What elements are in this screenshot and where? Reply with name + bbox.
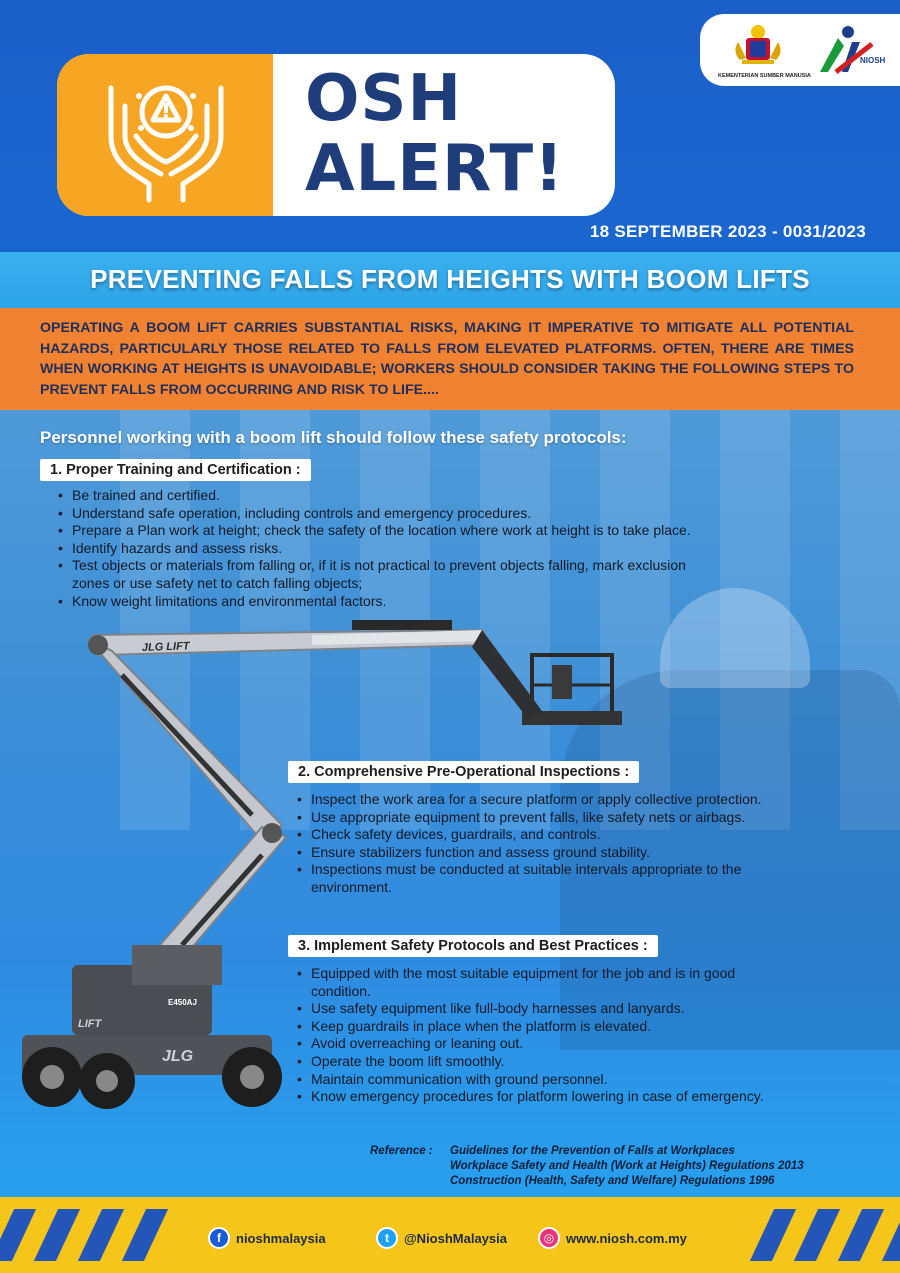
osh-alert-banner — [57, 54, 615, 216]
website-url: www.niosh.com.my — [566, 1230, 687, 1246]
twitter-icon: t — [376, 1227, 398, 1249]
alert-title — [305, 64, 605, 204]
list-item: • Operate the boom lift smoothly. — [297, 1053, 877, 1071]
protocol-lead: Personnel working with a boom lift should follow these safety protocols: — [40, 428, 627, 447]
list-item: • Be trained and certified. — [58, 487, 848, 505]
boom-lift-lower-arm — [88, 635, 286, 971]
hazard-stripes-left — [0, 1209, 160, 1261]
list-item: • Ensure stabilizers function and assess ground stability. — [297, 844, 877, 862]
alert-title-line2: ALERT! — [305, 132, 565, 206]
twitter-link[interactable] — [376, 1227, 507, 1249]
list-item: • Use appropriate equipment to prevent falls, like safety nets or airbags. — [297, 809, 877, 827]
alert-title-line1: OSH — [305, 62, 463, 136]
logos-panel — [700, 14, 900, 86]
reference-label: Reference : — [370, 1145, 433, 1157]
lift-model-label: E450AJ — [168, 998, 197, 1007]
niosh-label: NIOSH — [860, 56, 886, 65]
reference-line: Construction (Health, Safety and Welfare) Regulations 1996 — [450, 1175, 775, 1187]
hands-warning-icon — [91, 66, 241, 206]
list-item: • Know emergency procedures for platform lowering in case of emergency. — [297, 1088, 877, 1106]
facebook-icon: f — [208, 1227, 230, 1249]
date-reference: 18 SEPTEMBER 2023 - 0031/2023 — [589, 222, 866, 241]
facebook-link[interactable] — [208, 1227, 326, 1249]
list-item: • Prepare a Plan work at height; check the safety of the location where work at height is to take place. — [58, 522, 848, 540]
list-item: • Equipped with the most suitable equipment for the job and is in good condition. — [297, 965, 797, 1000]
list-item: • Know weight limitations and environmental factors. — [58, 593, 848, 611]
list-item: • Inspections must be conducted at suitable intervals appropriate to the environment. — [297, 861, 807, 896]
hazard-stripes-right — [752, 1209, 900, 1261]
lift-brand-label: JLG — [162, 1048, 194, 1065]
list-item: • Understand safe operation, including controls and emergency procedures. — [58, 505, 848, 523]
intro-band — [0, 308, 900, 410]
list-item: • Keep guardrails in place when the platform is elevated. — [297, 1018, 877, 1036]
list-item: • Avoid overreaching or leaning out. — [297, 1035, 877, 1053]
section-list-training — [58, 487, 848, 610]
ministry-label: KEMENTERIAN SUMBER MANUSIA — [718, 73, 811, 79]
list-item: • Check safety devices, guardrails, and controls. — [297, 826, 877, 844]
list-item: • Inspect the work area for a secure platform or apply collective protection. — [297, 791, 877, 809]
reference-lines — [450, 1144, 804, 1189]
body-area — [0, 410, 900, 1197]
globe-icon: ◎ — [538, 1227, 560, 1249]
boom-lift-base — [22, 945, 282, 1109]
lift-arm-label: JLG LIFT — [141, 640, 190, 654]
section-list-inspections — [297, 791, 877, 897]
section-heading-training: 1. Proper Training and Certification : — [40, 459, 311, 481]
niosh-emblem-icon — [814, 22, 874, 80]
footer — [0, 1197, 900, 1273]
header — [0, 0, 900, 252]
boom-lift-platform — [522, 655, 622, 725]
list-item: • Maintain communication with ground personnel. — [297, 1071, 877, 1089]
list-item: • Test objects or materials from falling or, if it is not practical to prevent objects falling, mark exclusion zones or use safety net to catch falling objects; — [58, 557, 718, 592]
section-heading-inspections: 2. Comprehensive Pre-Operational Inspections : — [288, 761, 639, 783]
reference-line: Guidelines for the Prevention of Falls at Workplaces — [450, 1145, 735, 1157]
list-item: • Use safety equipment like full-body harnesses and lanyards. — [297, 1000, 877, 1018]
ministry-logo — [718, 22, 811, 79]
coat-of-arms-icon — [728, 22, 788, 66]
website-link[interactable] — [538, 1227, 687, 1249]
title-band — [0, 252, 900, 308]
lift-side-label: LIFT — [78, 1018, 102, 1030]
section-list-protocols — [297, 965, 877, 1106]
alert-icon-box — [57, 54, 273, 216]
niosh-logo — [814, 22, 898, 82]
twitter-handle: @NioshMalaysia — [404, 1230, 507, 1246]
facebook-handle: nioshmalaysia — [236, 1230, 326, 1246]
intro-text: OPERATING A BOOM LIFT CARRIES SUBSTANTIAL RISKS, MAKING IT IMPERATIVE TO MITIGATE ALL POTENTIAL HAZARDS, PARTICULARLY THOSE RELATED TO FALLS FROM ELEVATED PLATFORMS. OFTEN, THERE ARE TIMES WHEN WORKING AT HEIGHTS IS UNAVOIDABLE; WORKERS SHOULD CONSIDER TAKING THE FOLLOWING STEPS TO PREVENT FALLS FROM OCCURRING AND RISK TO LIFE.... — [40, 320, 854, 398]
list-item: • Identify hazards and assess risks. — [58, 540, 848, 558]
main-title: PREVENTING FALLS FROM HEIGHTS WITH BOOM LIFTS — [90, 264, 810, 294]
reference-line: Workplace Safety and Health (Work at Heights) Regulations 2013 — [450, 1160, 804, 1172]
section-heading-protocols: 3. Implement Safety Protocols and Best Practices : — [288, 935, 658, 957]
